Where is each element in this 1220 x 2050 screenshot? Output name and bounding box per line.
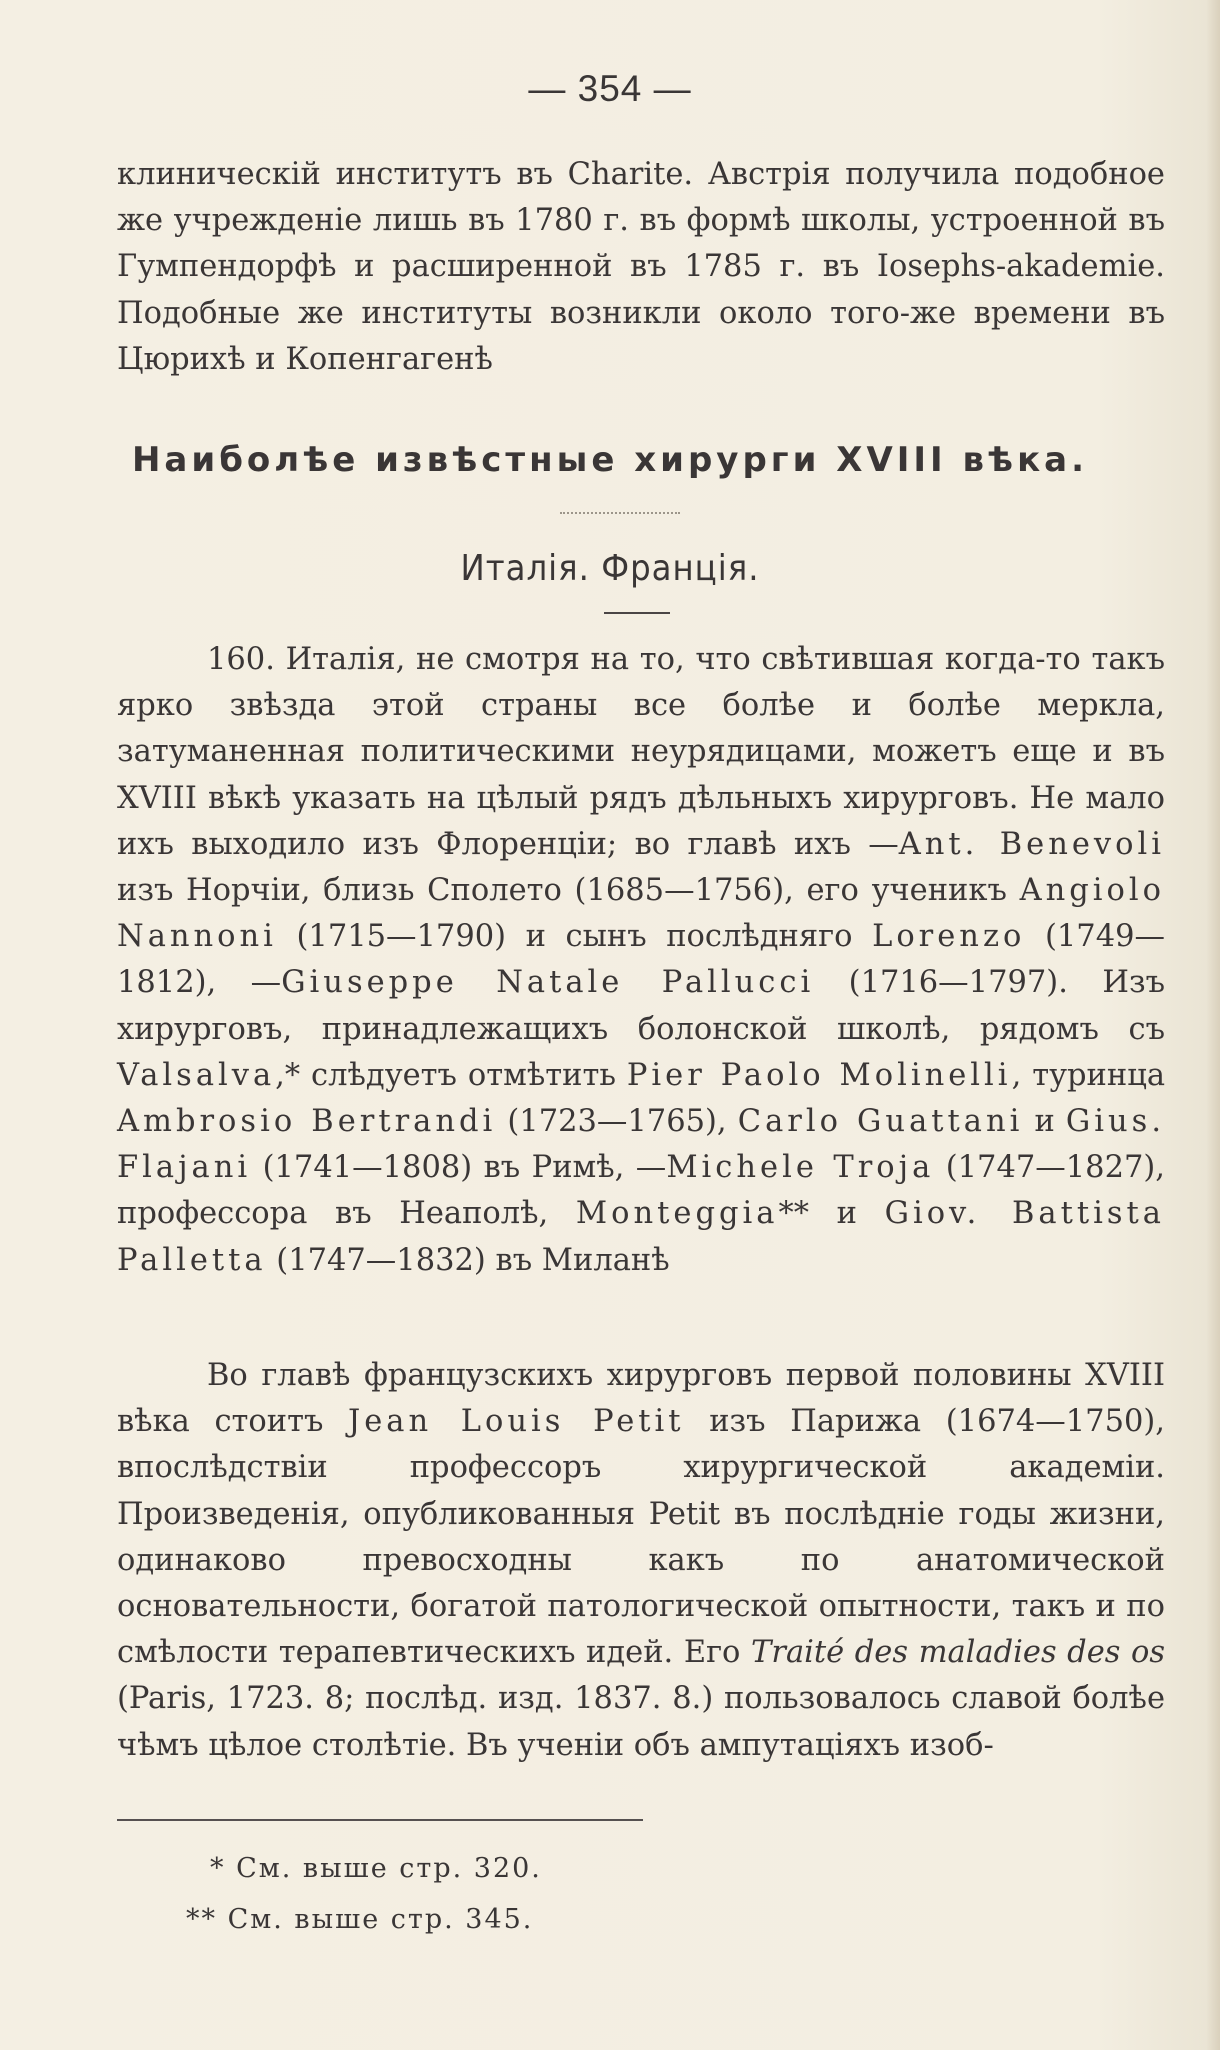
page-edge-shadow xyxy=(1206,0,1220,2050)
book-title: Traité des maladies des os xyxy=(751,1635,1165,1671)
text-run: (Paris, 1723. 8; послѣд. изд. 1837. 8.) пользовалось славой болѣе чѣмъ цѣлое столѣтіе. Въ ученіи объ ампутаціяхъ изоб- xyxy=(117,1681,1165,1763)
surgeon-name: Gius. Flajani xyxy=(117,1104,1166,1186)
text-run: , туринца xyxy=(1011,1057,1165,1093)
surgeon-name: Giov. Battista Palletta xyxy=(117,1196,1165,1278)
ornament-divider xyxy=(560,512,680,520)
text-run: изъ Норчіи, близь Сполето (1685—1756), его ученикъ xyxy=(117,873,1020,909)
surgeon-name: Carlo Guattani xyxy=(737,1104,1024,1140)
surgeon-name: Monteggia xyxy=(575,1196,779,1232)
surgeon-name: Giuseppe Natale Pallucci xyxy=(281,965,815,1001)
surgeon-name: Jean Louis Petit xyxy=(348,1404,685,1440)
footnote: ** См. выше стр. 345. xyxy=(186,1904,534,1935)
text-run: 160. Италія, не смотря на то, что свѣтившая когда-то такъ ярко звѣзда этой страны все болѣе и болѣе меркла, затуманенная политическими неурядицами, можетъ еще и въ XVIII вѣкѣ указать на цѣлый рядъ дѣльныхъ хирурговъ. Не мало ихъ выходило изъ Флоренціи; во главѣ ихъ — xyxy=(117,642,1165,862)
surgeon-name: Ambrosio Bertrandi xyxy=(117,1104,497,1140)
text-run: (1741—1808) въ Римѣ, — xyxy=(251,1150,667,1186)
surgeon-name: Pier Paolo Molinelli xyxy=(626,1057,1012,1093)
subsection-title: Италія. Франція. xyxy=(460,548,760,589)
surgeon-name: Valsalva xyxy=(117,1057,276,1093)
intro-paragraph: клиническій институтъ въ Charite. Австрія получила подобное же учрежденіе лишь въ 1780 г. въ формѣ школы, устроенной въ Гумпендорфѣ и расширенной въ 1785 г. въ Iosephs-akademie. Подобные же институты возникли около того-же времени въ Цюрихѣ и Копенгагенѣ xyxy=(117,157,1165,377)
footnote-rule xyxy=(117,1819,643,1821)
page-number: — 354 — xyxy=(528,68,692,109)
surgeon-name: Michele Troja xyxy=(666,1150,935,1186)
text-run: ,* слѣдуетъ отмѣтить xyxy=(275,1057,627,1093)
text-run: (1715—1790) и сынъ послѣдняго xyxy=(276,919,873,955)
text-run: и xyxy=(1023,1104,1066,1140)
text-run: ** и xyxy=(778,1196,885,1232)
text-run: (1716—1797). Изъ хирурговъ, принадлежащихъ болонской школѣ, рядомъ съ xyxy=(117,965,1165,1047)
text-run: Во главѣ французскихъ хирурговъ первой половины XVIII вѣка стоитъ xyxy=(117,1358,1165,1440)
footnote: * См. выше стр. 320. xyxy=(210,1853,542,1884)
france-paragraph xyxy=(117,1353,1165,1769)
text-run: изъ Парижа (1674—1750), впослѣдствіи профессоръ хирургической академіи. Произведенія, опубликованныя Petit въ послѣдніе годы жизни, одинаково превосходны какъ по анатомической основательности, богатой патологической опытности, такъ и по смѣлости терапевтическихъ идей. Его xyxy=(117,1404,1165,1671)
text-run: (1747—1832) въ Миланѣ xyxy=(266,1242,670,1278)
surgeon-name: Lorenzo xyxy=(872,919,1026,955)
section-title: Наиболѣе извѣстные хирурги XVIII вѣка. xyxy=(131,440,1089,480)
text-run: (1749—1812), — xyxy=(117,919,1165,1001)
italy-paragraph xyxy=(117,637,1165,1284)
text-run: (1723—1765), xyxy=(496,1104,738,1140)
text-run: (1747—1827), профессора въ Неаполѣ, xyxy=(117,1150,1165,1232)
surgeon-name: Ant. Benevoli xyxy=(898,826,1165,862)
subsection-rule xyxy=(604,612,670,614)
surgeon-name: Angiolo Nannoni xyxy=(117,873,1165,955)
